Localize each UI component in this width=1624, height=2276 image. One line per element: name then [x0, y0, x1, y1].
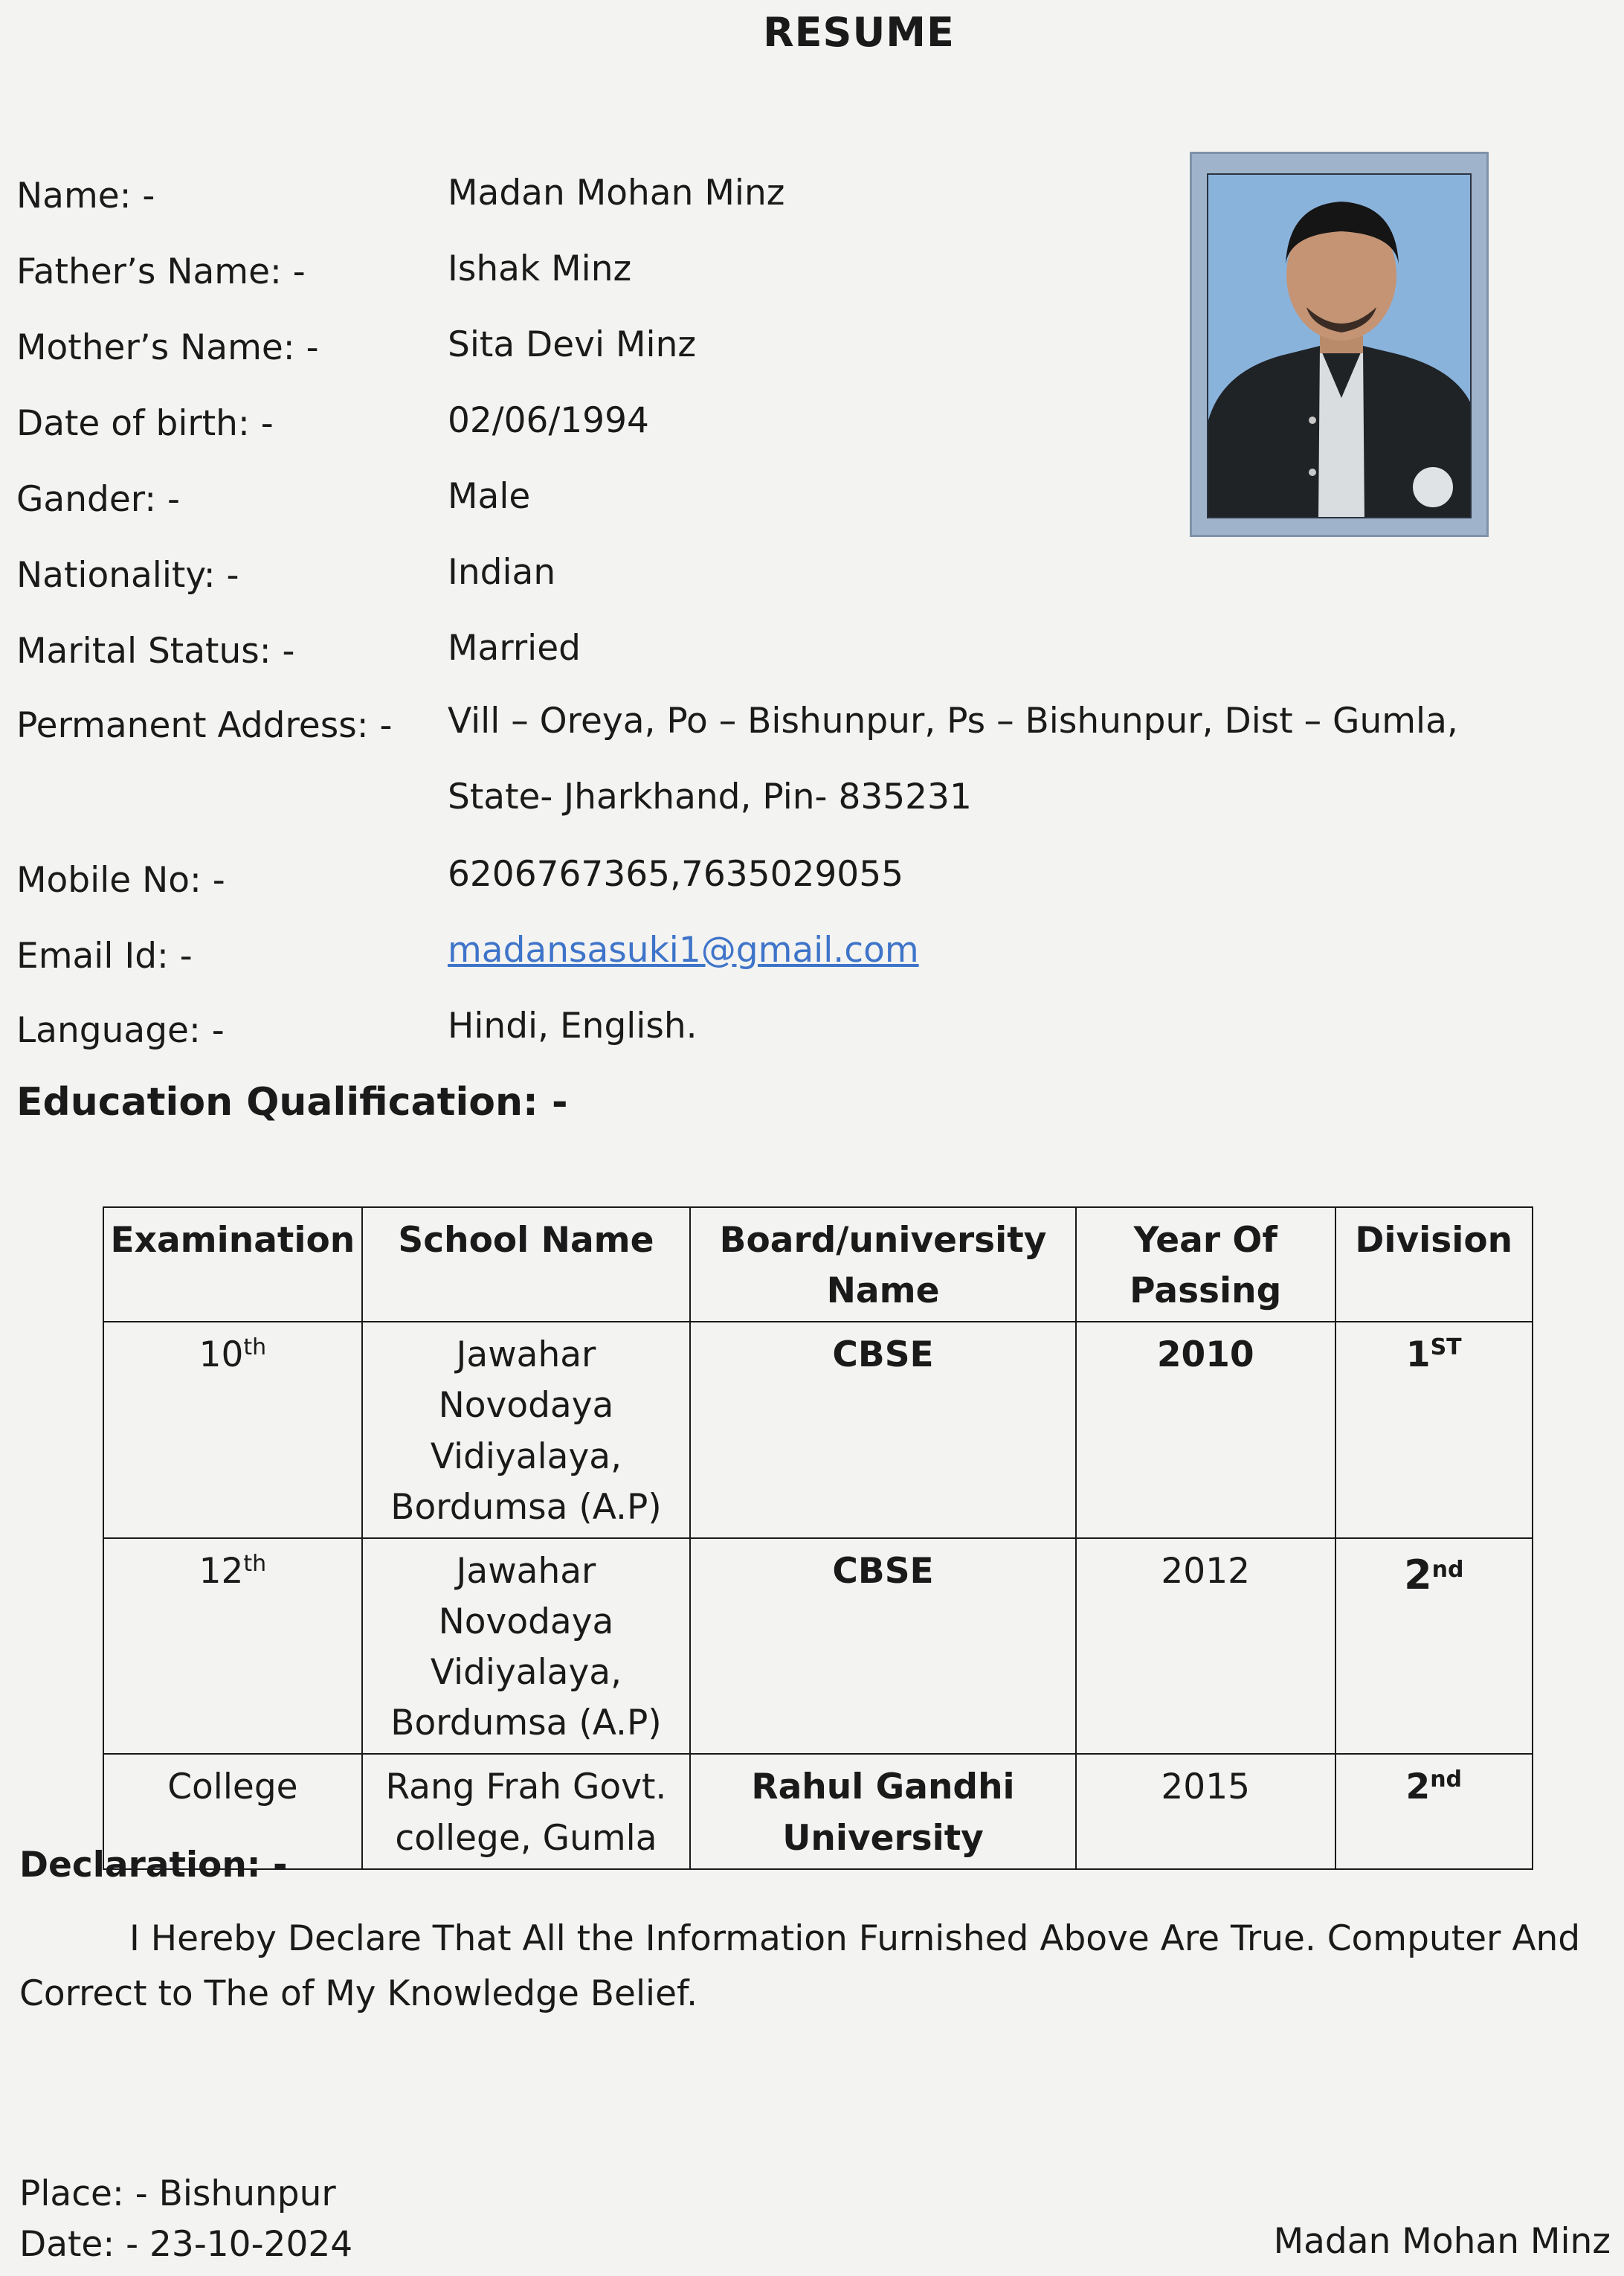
nationality-label: Nationality: - — [16, 555, 239, 596]
signature-name: Madan Mohan Minz — [1273, 2221, 1611, 2262]
declaration-text: I Hereby Declare That All the Information Furnished Above Are True. Computer And Correct to The of My Knowledge Belief. — [19, 1918, 1581, 2015]
division-suffix: nd — [1430, 1767, 1463, 1793]
mother-name-value: Sita Devi Minz — [448, 324, 697, 365]
profile-photo — [1190, 152, 1489, 537]
place: Place: - Bishunpur — [19, 2173, 336, 2214]
gender-value: Male — [448, 476, 531, 517]
header-examination: Examination — [103, 1207, 362, 1322]
education-table-header — [103, 1207, 1533, 1322]
gender-label: Gander: - — [16, 479, 180, 520]
email-label: Email Id: - — [16, 936, 193, 977]
division-value: 2 — [1404, 1551, 1432, 1598]
marital-status-value: Married — [448, 628, 581, 669]
board-cell: CBSE — [690, 1538, 1076, 1755]
mobile-value: 6206767365,7635029055 — [448, 854, 903, 895]
father-name-value: Ishak Minz — [448, 248, 632, 289]
email-link[interactable]: madansasuki1@gmail.com — [448, 930, 919, 971]
school-cell: Jawahar Novodaya Vidiyalaya, Bordumsa (A.P) — [362, 1322, 690, 1538]
division-suffix: ST — [1430, 1334, 1462, 1361]
marital-status-label: Marital Status: - — [16, 631, 295, 672]
name-value: Madan Mohan Minz — [448, 173, 785, 213]
division-value: 2 — [1405, 1767, 1431, 1808]
header-school-name: School Name — [362, 1207, 690, 1322]
header-year: Year Of Passing — [1076, 1207, 1335, 1322]
year-cell: 2015 — [1076, 1754, 1335, 1868]
division-cell — [1335, 1322, 1533, 1538]
exam-cell — [103, 1538, 362, 1755]
table-row — [103, 1754, 1533, 1868]
father-name-label: Father’s Name: - — [16, 251, 306, 292]
header-board: Board/university Name — [690, 1207, 1076, 1322]
division-cell — [1335, 1754, 1533, 1868]
header-division: Division — [1335, 1207, 1533, 1322]
mobile-label: Mobile No: - — [16, 860, 225, 901]
board-cell: CBSE — [690, 1322, 1076, 1538]
date: Date: - 23-10-2024 — [19, 2224, 353, 2265]
division-value: 1 — [1405, 1334, 1431, 1376]
address-value-line1: Vill – Oreya, Po – Bishunpur, Ps – Bishunpur, Dist – Gumla, — [448, 701, 1458, 742]
year-cell: 2010 — [1076, 1322, 1335, 1538]
board-cell: Rahul Gandhi University — [690, 1754, 1076, 1868]
education-table — [103, 1206, 1533, 1870]
division-cell — [1335, 1538, 1533, 1755]
declaration-heading: Declaration: - — [19, 1845, 288, 1886]
exam-cell — [103, 1322, 362, 1538]
language-label: Language: - — [16, 1010, 225, 1051]
year-cell: 2012 — [1076, 1538, 1335, 1755]
nationality-value: Indian — [448, 552, 556, 593]
address-value-line2: State- Jharkhand, Pin- 835231 — [448, 777, 972, 817]
school-cell: Rang Frah Govt. college, Gumla — [362, 1754, 690, 1868]
dob-label: Date of birth: - — [16, 403, 274, 444]
resume-title: RESUME — [763, 9, 955, 56]
exam-value: 12 — [199, 1550, 244, 1592]
photo-image — [1207, 173, 1472, 518]
exam-suffix: th — [243, 1550, 267, 1577]
exam-value: College — [167, 1767, 298, 1808]
school-cell: Jawahar Novodaya Vidiyalaya, Bordumsa (A.P) — [362, 1538, 690, 1755]
person-portrait-icon — [1208, 175, 1472, 518]
dob-value: 02/06/1994 — [448, 400, 649, 441]
education-heading: Education Qualification: - — [16, 1080, 568, 1125]
mother-name-label: Mother’s Name: - — [16, 327, 319, 368]
table-row — [103, 1538, 1533, 1755]
table-row — [103, 1322, 1533, 1538]
address-label: Permanent Address: - — [16, 705, 393, 746]
exam-suffix: th — [243, 1334, 267, 1361]
language-value: Hindi, English. — [448, 1006, 697, 1047]
name-label: Name: - — [16, 176, 155, 216]
division-suffix: nd — [1431, 1556, 1464, 1583]
exam-value: 10 — [199, 1334, 244, 1376]
